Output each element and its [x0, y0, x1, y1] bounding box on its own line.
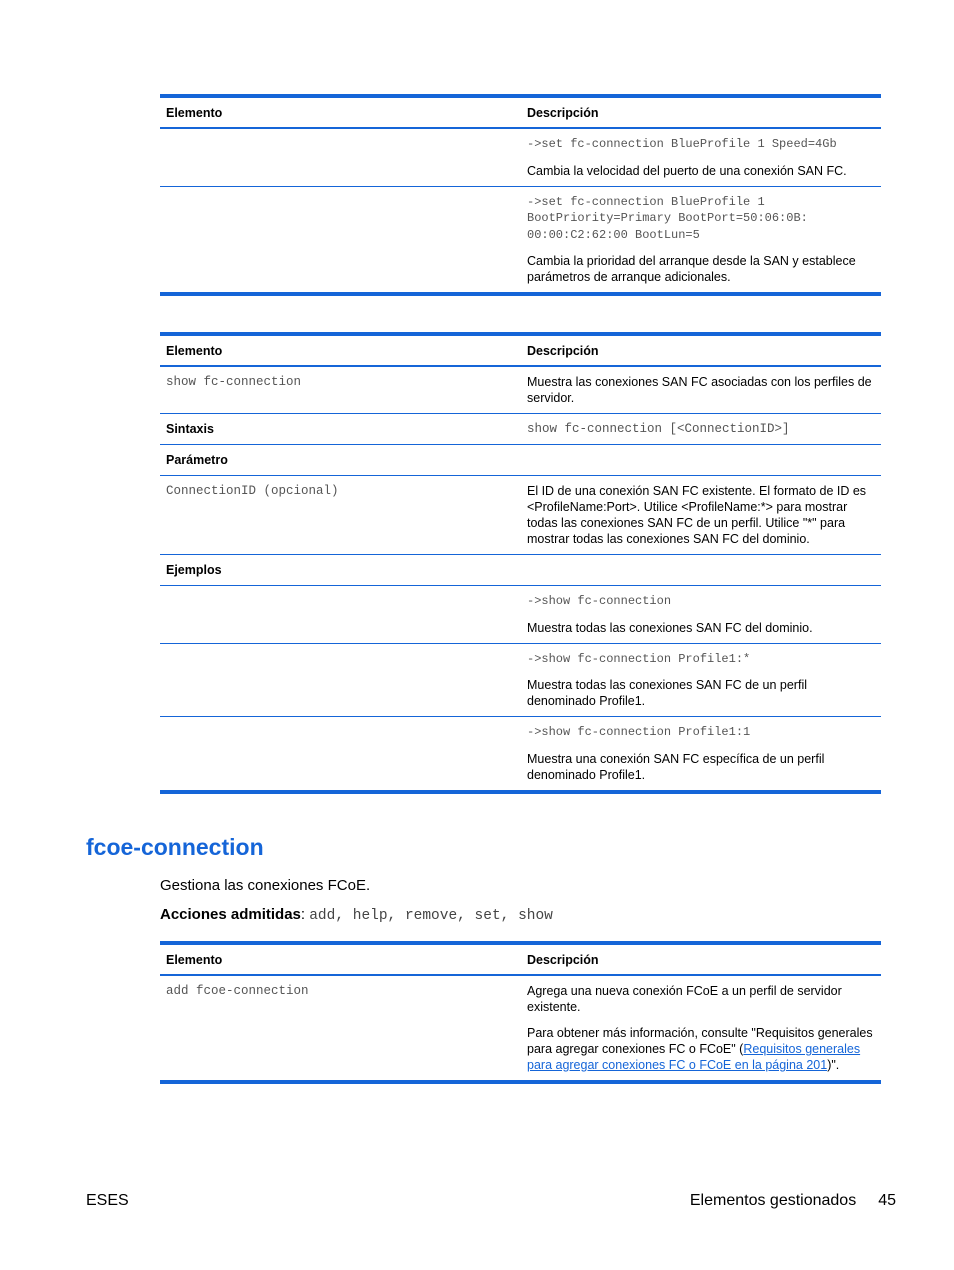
requirements-link[interactable]: Requisitos generales para agregar conexiones FC o FCoE en la página 201 [527, 1042, 861, 1072]
description-cell [521, 586, 881, 644]
description-reference [527, 1025, 875, 1073]
column-header-descripcion: Descripción [521, 334, 881, 366]
section-intro: Gestiona las conexiones FCoE. [160, 877, 371, 894]
description-cell [521, 975, 881, 1082]
table-header-row [160, 943, 881, 975]
description-text: Cambia la prioridad del arranque desde la SAN y establece parámetros de arranque adicionales. [527, 254, 856, 284]
element-cell [160, 186, 521, 294]
command-example: ->set fc-connection BlueProfile 1 BootPriority=Primary BootPort=50:06:0B: 00:00:C2:62:00 BootLun=5 [527, 194, 808, 242]
examples-label: Ejemplos [160, 555, 521, 586]
reference-text-after: )". [827, 1058, 840, 1072]
table-row-command [160, 975, 881, 1082]
command-example: ->show fc-connection [527, 594, 672, 608]
empty-cell [521, 555, 881, 586]
column-header-descripcion: Descripción [521, 943, 881, 975]
element-cell [160, 128, 521, 186]
description-text: Muestra una conexión SAN FC específica de un perfil denominado Profile1. [527, 751, 825, 782]
table-row-example [160, 643, 881, 717]
parameter-name: ConnectionID (opcional) [160, 476, 521, 555]
element-cell [160, 643, 521, 717]
command-example: ->show fc-connection Profile1:* [527, 651, 751, 666]
description-cell [521, 717, 881, 792]
element-cell [160, 586, 521, 644]
supported-actions-separator: : [300, 906, 310, 923]
syntax-code: show fc-connection [<ConnectionID>] [521, 414, 881, 445]
supported-actions-list: add, help, remove, set, show [309, 908, 553, 924]
command-name: add fcoe-connection [160, 975, 521, 1082]
reference-text-before: Para obtener más información, consulte "Requisitos generales para agregar conexiones FC o FCoE" ( [527, 1026, 873, 1056]
column-header-elemento: Elemento [160, 943, 521, 975]
command-example: ->set fc-connection BlueProfile 1 Speed=4Gb [527, 137, 837, 151]
table-row-syntax [160, 414, 881, 445]
parameter-label: Parámetro [160, 445, 521, 476]
description-text: Muestra todas las conexiones SAN FC del dominio. [527, 620, 813, 635]
table-set-fc-connection-examples [160, 94, 881, 296]
element-cell [160, 717, 521, 792]
table-row [160, 128, 881, 186]
table-row-parameter-header [160, 445, 881, 476]
section-title: fcoe-connection [86, 834, 264, 860]
table-add-fcoe-connection [160, 941, 881, 1084]
table-row-command [160, 366, 881, 414]
description-text: Muestra las conexiones SAN FC asociadas con los perfiles de servidor. [521, 366, 881, 414]
description-cell [521, 643, 881, 717]
description-cell [521, 128, 881, 186]
table-show-fc-connection [160, 332, 881, 794]
table-row-examples-header [160, 555, 881, 586]
column-header-elemento: Elemento [160, 334, 521, 366]
parameter-description: El ID de una conexión SAN FC existente. El formato de ID es <ProfileName:Port>. Utilice <ProfileName:*> para mostrar todas las conexiones SAN FC de un perfil. Utilice "*" para mostrar todas las conexiones SAN FC del dominio. [521, 476, 881, 555]
description-cell [521, 186, 881, 294]
footer-locale: ESES [86, 1192, 129, 1209]
table-row-parameter [160, 476, 881, 555]
table-row-example [160, 586, 881, 644]
table-header-row [160, 96, 881, 128]
supported-actions-label: Acciones admitidas [160, 906, 301, 923]
supported-actions [160, 906, 553, 924]
command-name: show fc-connection [160, 366, 521, 414]
page-number: 45 [878, 1192, 896, 1209]
footer-section: Elementos gestionados [689, 1192, 857, 1209]
column-header-elemento: Elemento [160, 96, 521, 128]
column-header-descripcion: Descripción [521, 96, 881, 128]
footer-right [690, 1192, 896, 1210]
description-text: Cambia la velocidad del puerto de una conexión SAN FC. [527, 163, 847, 178]
command-example: ->show fc-connection Profile1:1 [527, 725, 751, 739]
description-text: Muestra todas las conexiones SAN FC de un perfil denominado Profile1. [527, 678, 807, 708]
empty-cell [521, 445, 881, 476]
syntax-label: Sintaxis [160, 414, 521, 445]
table-row [160, 186, 881, 294]
table-row-example [160, 717, 881, 792]
description-text: Agrega una nueva conexión FCoE a un perfil de servidor existente. [527, 984, 842, 1014]
table-header-row [160, 334, 881, 366]
